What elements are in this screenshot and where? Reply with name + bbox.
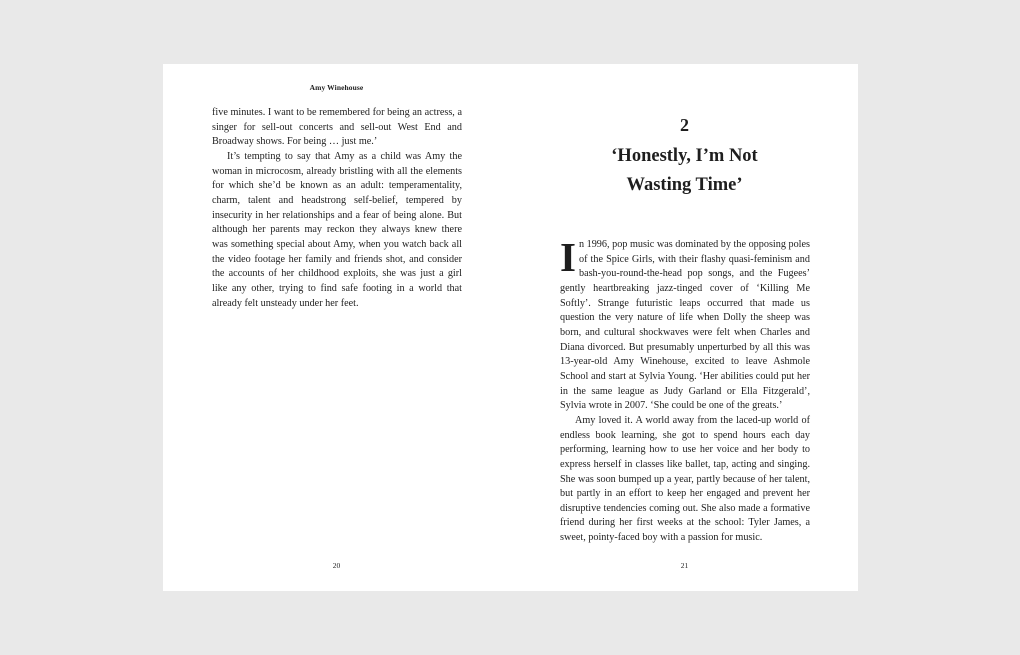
opening-paragraph [560,234,810,414]
paragraph: Amy loved it. A world away from the laced-up world of endless book learning, she got to spend hours each day performing, learning how to use her voice and her body to express herself in classes like ballet, tap, acting and singing. She was soon bumped up a year, partly because of her talent, but partly in an effort to keep her engaged and prevent her disruptive tendencies coming out. She also made a formative friend during her first weeks at the school: Tyler James, a sweet, pointy-faced boy with a passion for music. [560,414,810,544]
left-page [163,64,510,591]
drop-cap: I [560,234,576,280]
right-page [511,64,858,591]
chapter-number: 2 [680,115,689,135]
page-number-right: 21 [680,561,689,570]
page-number-left: 20 [332,561,341,570]
chapter-title [511,142,858,200]
book-spread [163,64,858,591]
running-head: Amy Winehouse [309,83,364,92]
paragraph: five minutes. I want to be remembered for being an actress, a singer for sell-out concerts and sell-out West End and Broadway shows. For being … just me.’ [212,107,462,148]
right-body-text [560,234,810,546]
opening-paragraph-text: n 1996, pop music was dominated by the opposing poles of the Spice Girls, with their flashy quasi-feminism and bash-you-round-the-head pop songs, and the Fugees’ gently heartbreaking jazz-tinged cover of ‘Killing Me Softly’. Strange futuristic leaps occurred that made us question the very nature of life when Dolly the sheep was born, and cultural shockwaves were felt when Charles and Diana divorced. But presumably unperturbed by all this was 13-year-old Amy Winehouse, excited to leave Ashmole School and start at Sylvia Young. ‘Her abilities could put her in the same league as Judy Garland or Ella Fitzgerald’, Sylvia wrote in 2007. ‘She could be one of the greats.’ [560,239,810,412]
chapter-title-line-1: ‘Honestly, I’m Not [611,146,758,166]
left-body-text [212,106,462,311]
chapter-title-line-2: Wasting Time’ [626,175,743,195]
paragraph: It’s tempting to say that Amy as a child was Amy the woman in microcosm, already bristling with all the elements for which she’d be known as an adult: temperamentality, charm, talent and headstrong self-belief, tempered by insecurity in her relationships and a fear of being alone. But although her parents may reckon they always knew there was something special about Amy, when you watch back all the video footage her family and friends shot, and consider the accounts of her childhood exploits, she was just a girl like any other, trying to find safe footing in a world that already felt unsteady under her feet. [212,150,462,309]
